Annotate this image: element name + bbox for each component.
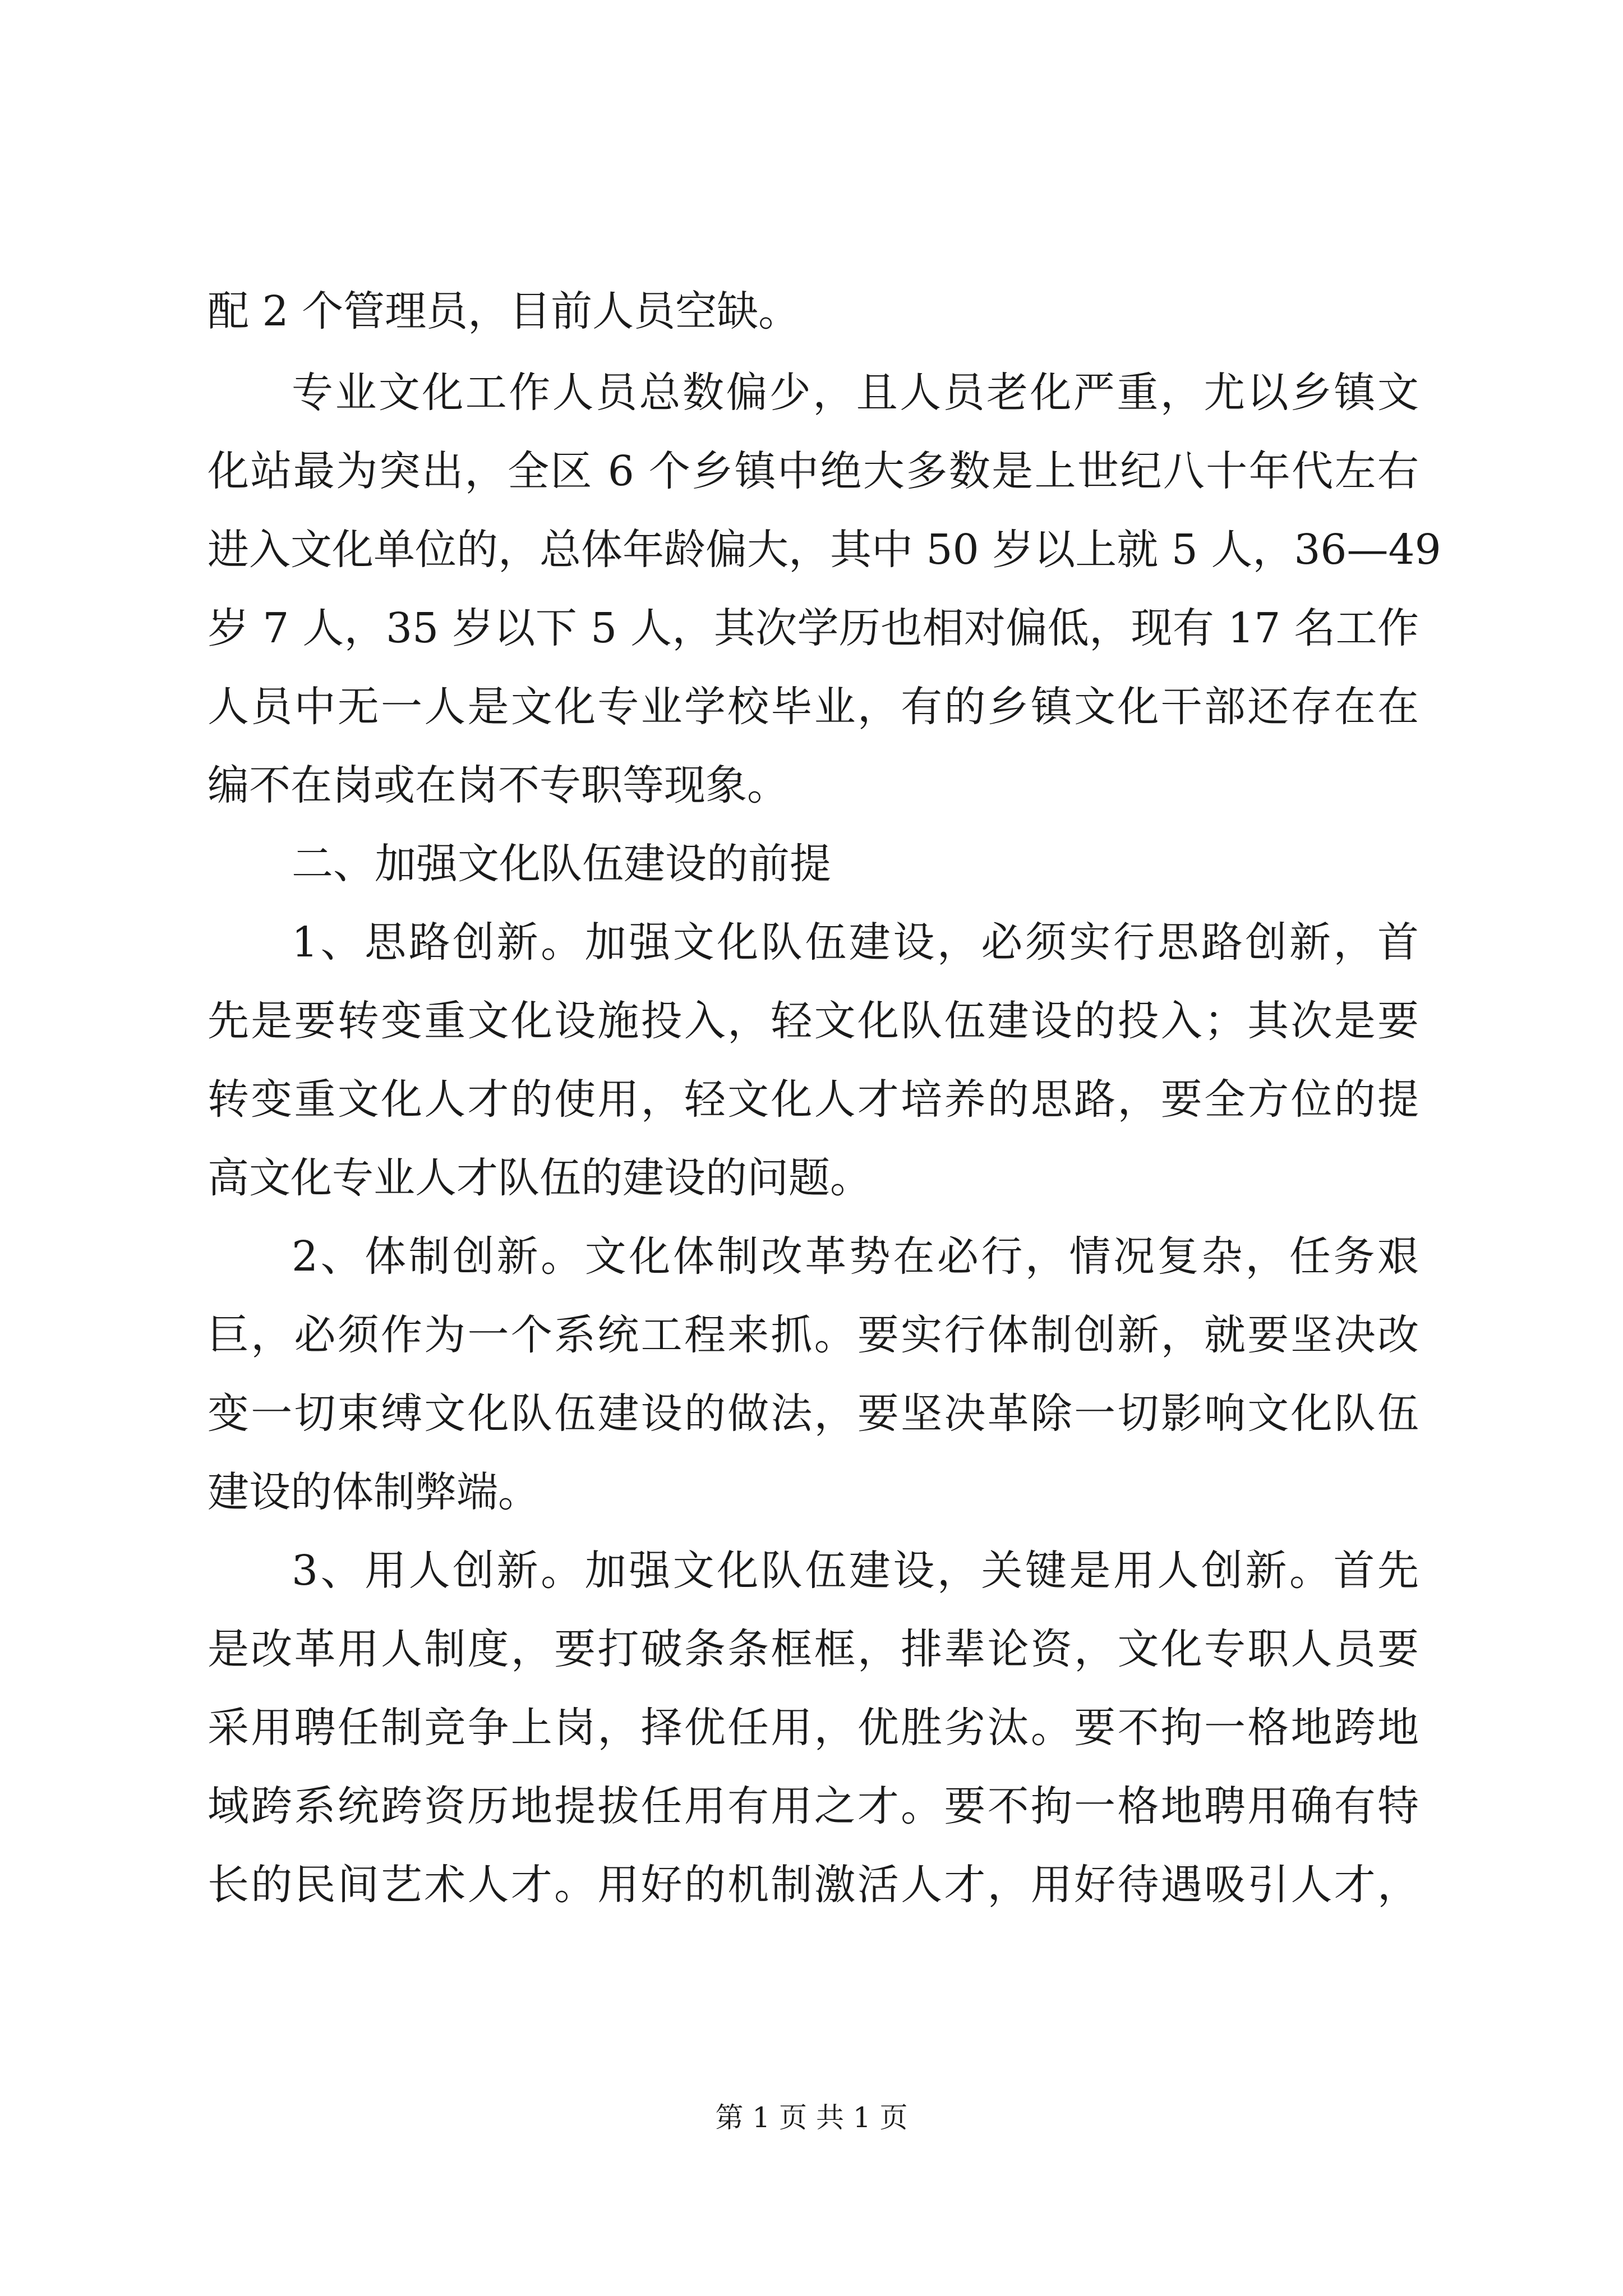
text-line: 长的民间艺术人才。用好的机制激活人才，用好待遇吸引人才， [208, 1861, 1419, 1909]
text-line: 专业文化工作人员总数偏少，且人员老化严重，尤以乡镇文 [292, 369, 1419, 417]
text-line: 先是要转变重文化设施投入，轻文化队伍建设的投入；其次是要 [208, 997, 1419, 1045]
text-line: 化站最为突出，全区 6 个乡镇中绝大多数是上世纪八十年代左右 [208, 447, 1419, 495]
text-line: 采用聘任制竞争上岗，择优任用，优胜劣汰。要不拘一格地跨地 [208, 1704, 1419, 1752]
text-line: 高文化专业人才队伍的建设的问题。 [208, 1154, 872, 1202]
text-line: 岁 7 人，35 岁以下 5 人，其次学历也相对偏低，现有 17 名工作 [208, 604, 1419, 652]
text-line: 转变重文化人才的使用，轻文化人才培养的思路，要全方位的提 [208, 1075, 1419, 1124]
text-line: 进入文化单位的，总体年龄偏大，其中 50 岁以上就 5 人，36—49 [208, 526, 1441, 574]
text-line: 1、思路创新。加强文化队伍建设，必须实行思路创新，首 [292, 918, 1419, 967]
text-line: 配 2 个管理员，目前人员空缺。 [208, 287, 800, 335]
text-line: 2、体制创新。文化体制改革势在必行，情况复杂，任务艰 [292, 1232, 1419, 1281]
text-line: 巨，必须作为一个系统工程来抓。要实行体制创新，就要坚决改 [208, 1311, 1419, 1359]
text-line: 域跨系统跨资历地提拔任用有用之才。要不拘一格地聘用确有特 [208, 1782, 1419, 1830]
text-line: 人员中无一人是文化专业学校毕业，有的乡镇文化干部还存在在 [208, 683, 1419, 731]
text-line: 3、用人创新。加强文化队伍建设，关键是用人创新。首先 [292, 1547, 1419, 1595]
text-line: 建设的体制弊端。 [208, 1468, 540, 1516]
section-heading: 二、加强文化队伍建设的前提 [292, 840, 831, 888]
text-line: 编不在岗或在岗不专职等现象。 [208, 761, 789, 809]
text-line: 变一切束缚文化队伍建设的做法，要坚决革除一切影响文化队伍 [208, 1389, 1419, 1438]
page-number-footer: 第 1 页 共 1 页 [715, 2101, 908, 2134]
text-line: 是改革用人制度，要打破条条框框，排辈论资，文化专职人员要 [208, 1625, 1419, 1673]
